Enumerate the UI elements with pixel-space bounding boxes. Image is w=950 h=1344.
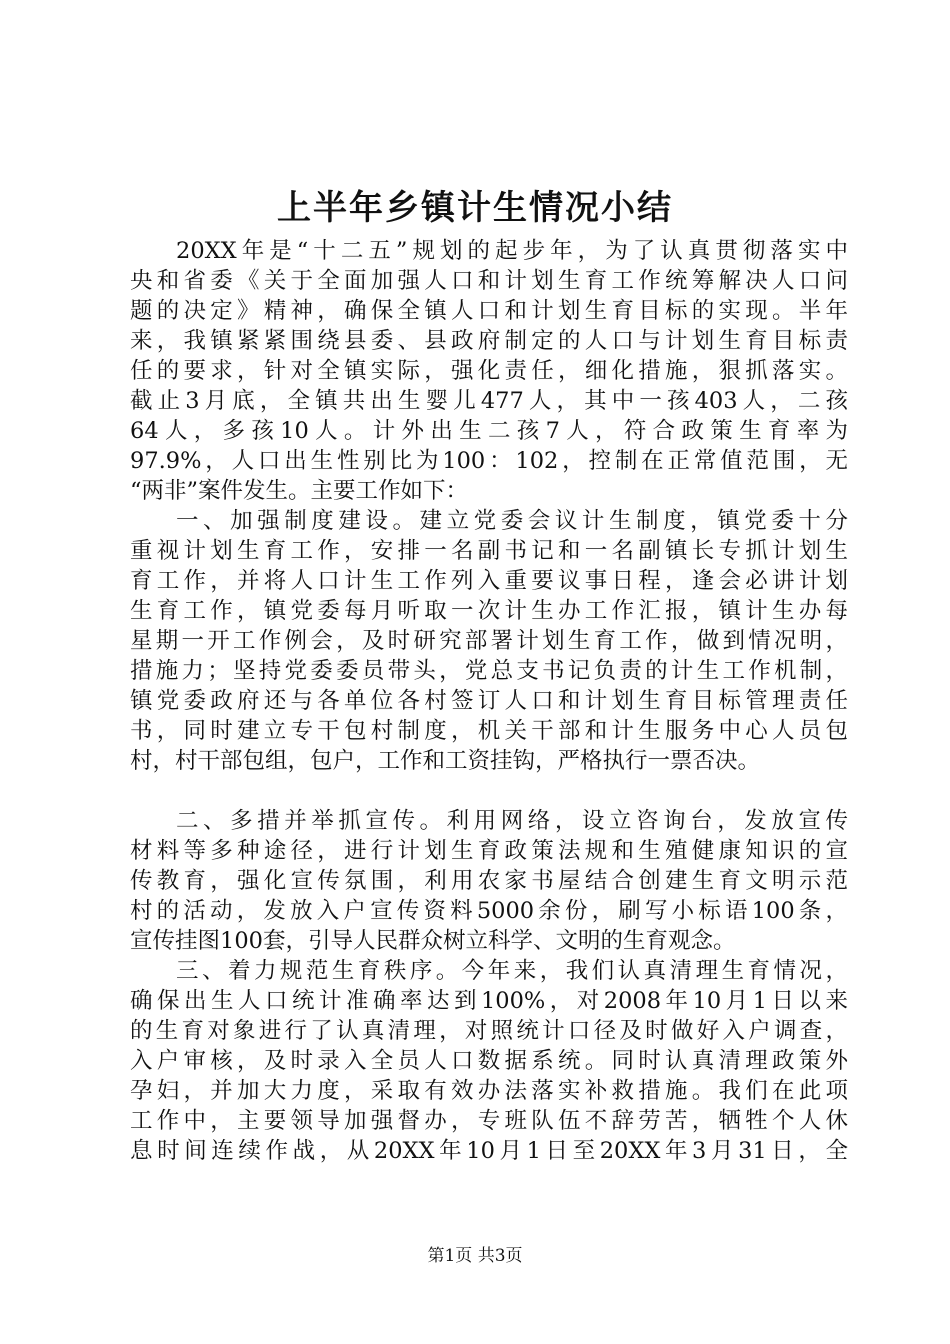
body-text-line: 二、多措并举抓宣传。利用网络，设立咨询台，发放宣传: [176, 808, 848, 834]
body-text-line: 措施力；坚持党委委员带头，党总支书记负责的计生工作机制，: [130, 658, 848, 684]
body-text-line: 书，同时建立专干包村制度，机关干部和计生服务中心人员包: [130, 718, 848, 744]
body-text-line: 宣传挂图100套，引导人民群众树立科学、文明的生育观念。: [130, 928, 736, 954]
body-text-line: 97.9%，人口出生性别比为100：102，控制在正常值范围，无: [130, 448, 848, 474]
body-text-line: 工作中，主要领导加强督办，专班队伍不辞劳苦，牺牲个人休: [130, 1108, 848, 1134]
body-text-line: 村的活动，发放入户宣传资料5000余份，刷写小标语100条，: [130, 898, 848, 924]
body-text-line: 来，我镇紧紧围绕县委、县政府制定的人口与计划生育目标责: [130, 328, 848, 354]
body-text-line: 镇党委政府还与各单位各村签订人口和计划生育目标管理责任: [130, 688, 848, 714]
body-text-line: 孕妇，并加大力度，采取有效办法落实补救措施。我们在此项: [130, 1078, 848, 1104]
body-text-line: 题的决定》精神，确保全镇人口和计划生育目标的实现。半年: [130, 298, 848, 324]
body-text-line: 村，村干部包组，包户，工作和工资挂钩，严格执行一票否决。: [130, 748, 761, 774]
body-text-line: 截止3月底，全镇共出生婴儿477人，其中一孩403人，二孩: [130, 388, 848, 414]
body-text-line: 任的要求，针对全镇实际，强化责任，细化措施，狠抓落实。: [130, 358, 848, 384]
body-text-line: 确保出生人口统计准确率达到100%，对2008年10月1日以来: [130, 988, 848, 1014]
body-text-line: “两非”案件发生。主要工作如下：: [130, 478, 469, 504]
body-text-line: 的生育对象进行了认真清理，对照统计口径及时做好入户调查，: [130, 1018, 848, 1044]
body-text-line: 材料等多种途径，进行计划生育政策法规和生殖健康知识的宣: [130, 838, 848, 864]
document-title: 上半年乡镇计生情况小结: [277, 188, 673, 228]
page-footer: 第1页 共3页: [427, 1246, 523, 1266]
body-text-line: 育工作，并将人口计生工作列入重要议事日程，逢会必讲计划: [130, 568, 848, 594]
paragraph-spacer: [130, 776, 848, 806]
document-body: [130, 236, 848, 1166]
body-text-line: 星期一开工作例会，及时研究部署计划生育工作，做到情况明，: [130, 628, 848, 654]
body-text-line: 入户审核，及时录入全员人口数据系统。同时认真清理政策外: [130, 1048, 848, 1074]
body-text-line: 64人，多孩10人。计外出生二孩7人，符合政策生育率为: [130, 418, 848, 444]
body-text-line: 重视计划生育工作，安排一名副书记和一名副镇长专抓计划生: [130, 538, 848, 564]
body-text-line: 央和省委《关于全面加强人口和计划生育工作统筹解决人口问: [130, 268, 848, 294]
body-text-line: 20XX年是“十二五”规划的起步年，为了认真贯彻落实中: [176, 238, 848, 264]
body-text-line: 三、着力规范生育秩序。今年来，我们认真清理生育情况，: [176, 958, 848, 984]
body-text-line: 传教育，强化宣传氛围，利用农家书屋结合创建生育文明示范: [130, 868, 848, 894]
body-text-line: 生育工作，镇党委每月听取一次计生办工作汇报，镇计生办每: [130, 598, 848, 624]
body-text-line: 一、加强制度建设。建立党委会议计生制度，镇党委十分: [176, 508, 848, 534]
body-text-line: 息时间连续作战，从20XX年10月1日至20XX年3月31日，全: [130, 1138, 848, 1164]
